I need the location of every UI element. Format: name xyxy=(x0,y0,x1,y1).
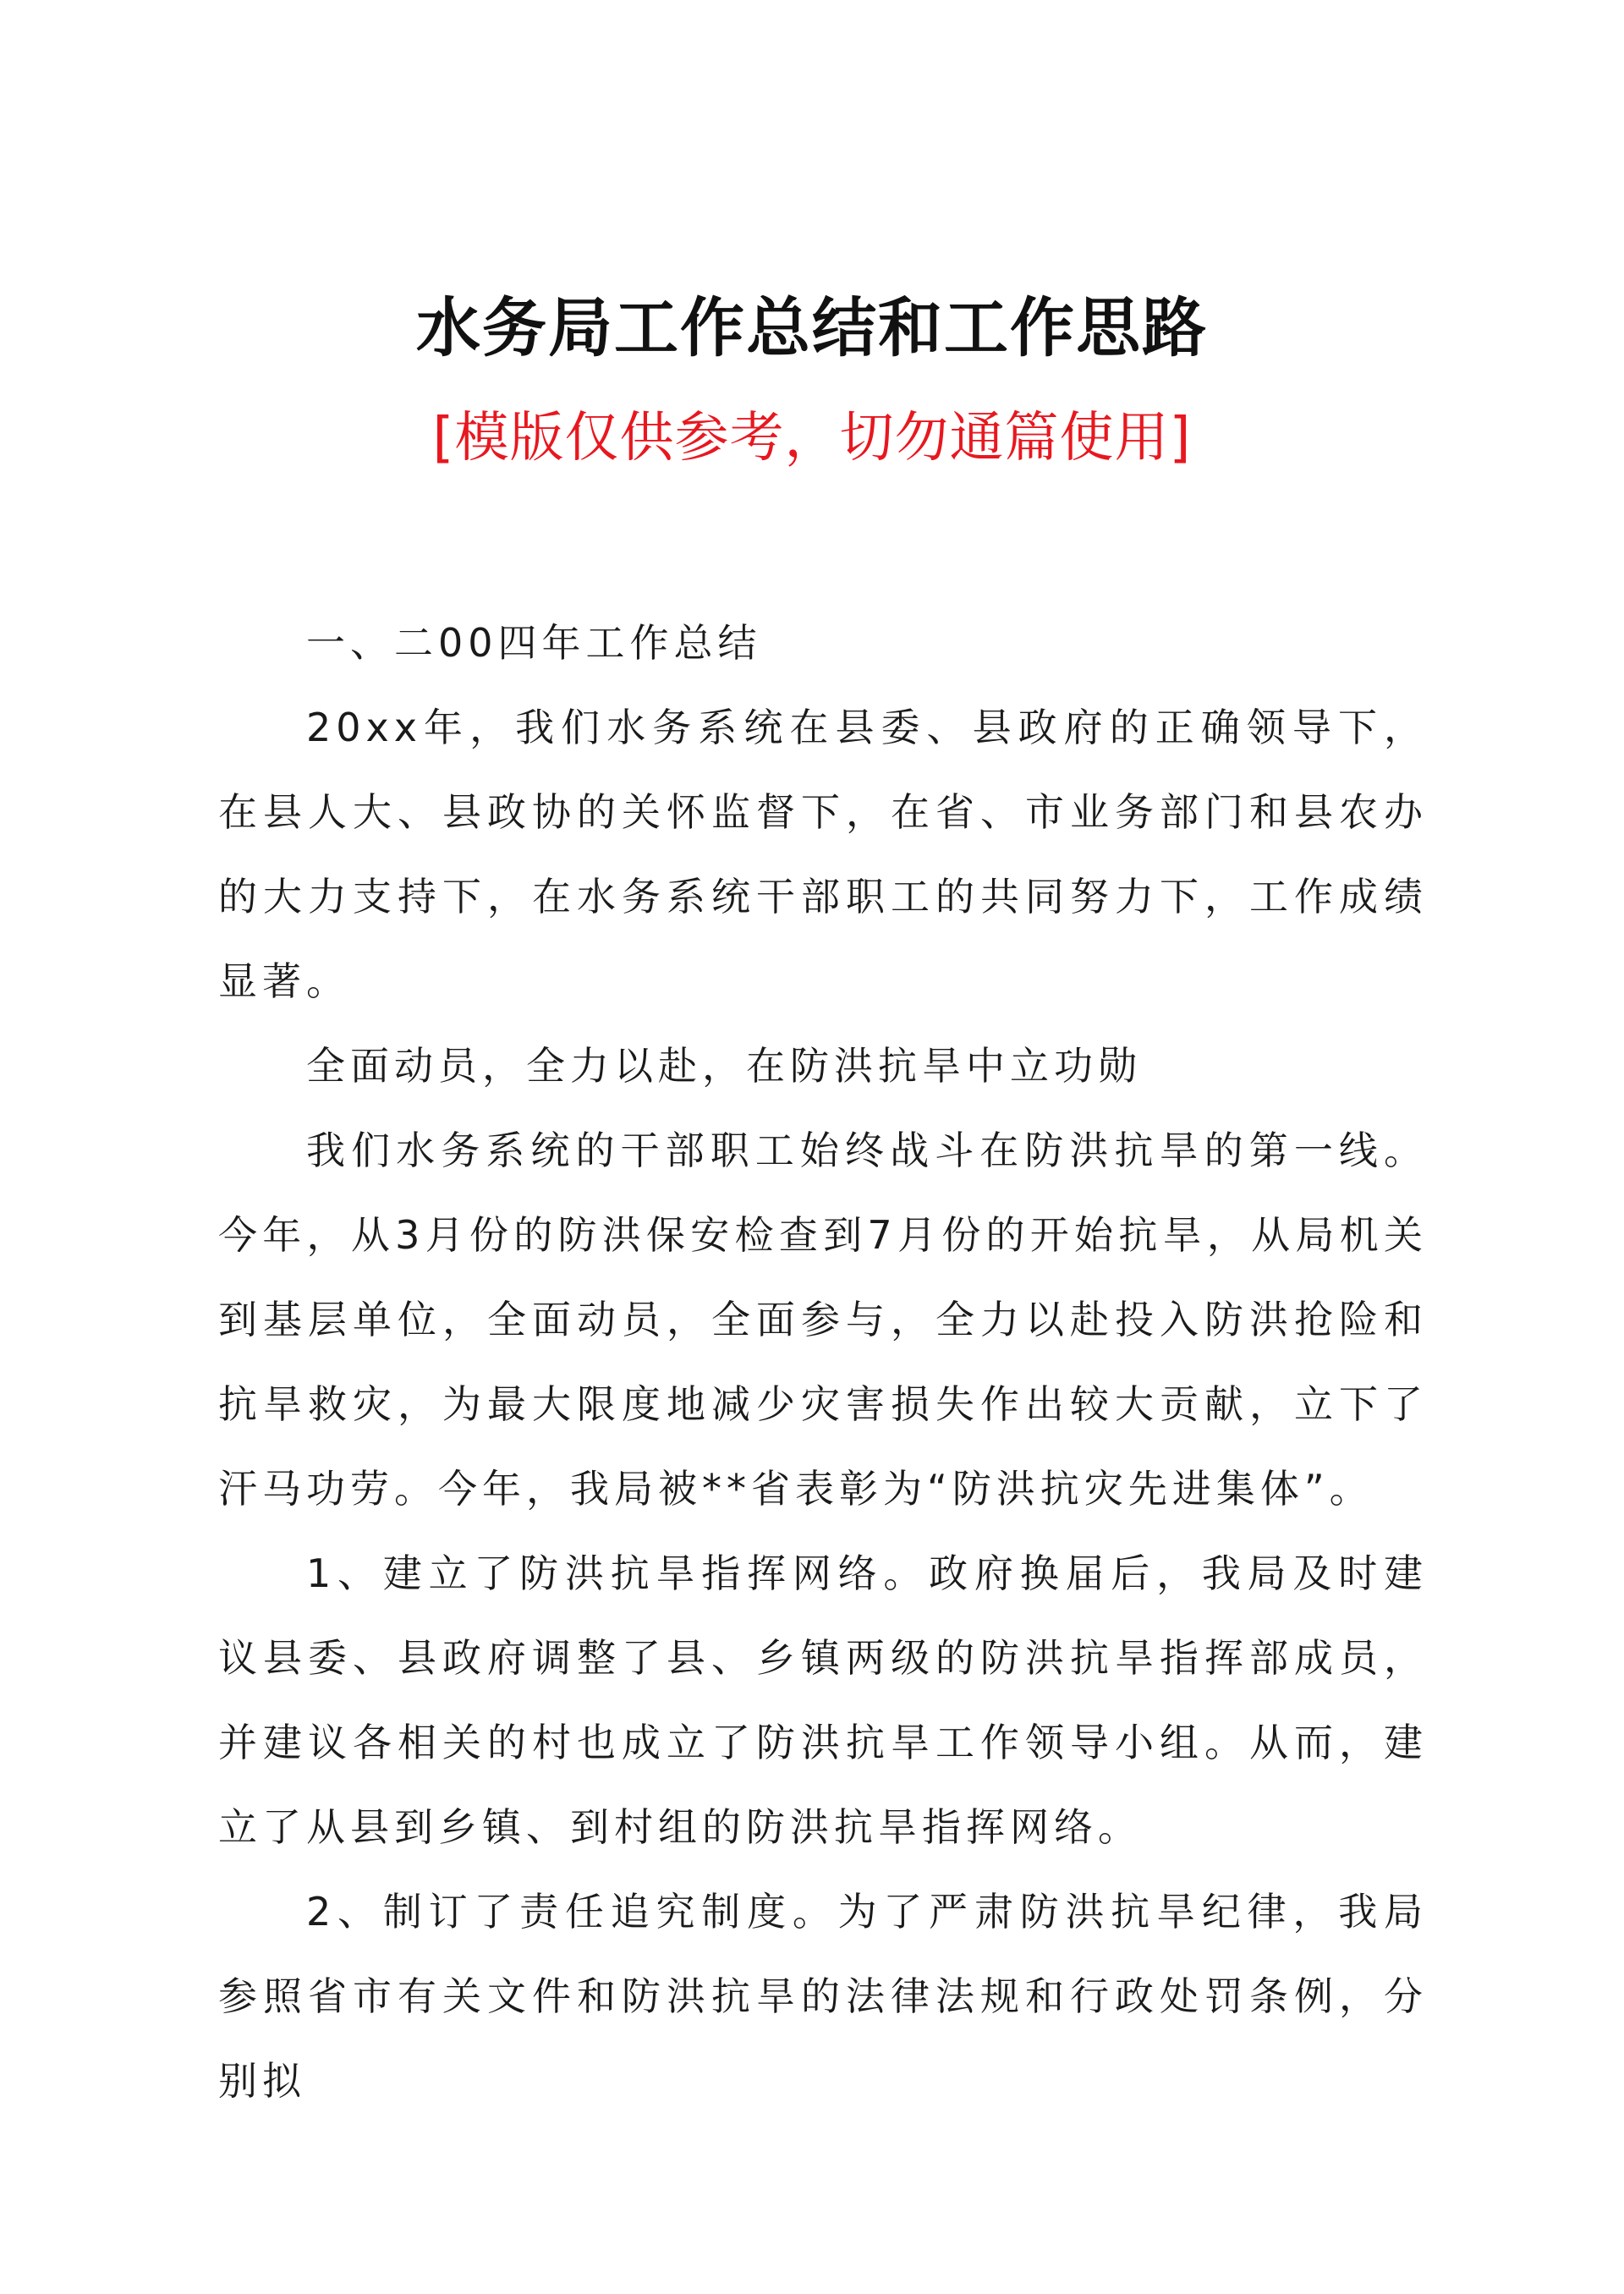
subsection-heading: 全面动员，全力以赴，在防洪抗旱中立功勋 xyxy=(306,1043,1142,1089)
paragraph: 20xx年，我们水务系统在县委、县政府的正确领导下，在县人大、县政协的关怀监督下，在省、市业务部门和县农办的大力支持下，在水务系统干部职工的共同努力下，工作成绩显著。 xyxy=(218,705,1428,1004)
document-title: 水务局工作总结和工作思路 xyxy=(416,290,1208,365)
section-heading: 一、二00四年工作总结 xyxy=(306,620,762,666)
paragraph: 我们水务系统的干部职工始终战斗在防洪抗旱的第一线。今年，从3月份的防洪保安检查到7月份的开始抗旱，从局机关到基层单位，全面动员，全面参与，全力以赴投入防洪抢险和抗旱救灾，为最大限度地减少灾害损失作出较大贡献，立下了汗马功劳。今年，我局被**省表彰为“防洪抗灾先进集体”。 xyxy=(218,1128,1428,1512)
document-body xyxy=(218,601,1428,2123)
paragraph: 2、制订了责任追究制度。为了严肃防洪抗旱纪律，我局参照省市有关文件和防洪抗旱的法律法规和行政处罚条例，分别拟 xyxy=(218,1889,1428,2104)
paragraph: 1、建立了防洪抗旱指挥网络。政府换届后，我局及时建议县委、县政府调整了县、乡镇两级的防洪抗旱指挥部成员，并建议各相关的村也成立了防洪抗旱工作领导小组。从而，建立了从县到乡镇、到村组的防洪抗旱指挥网络。 xyxy=(218,1550,1428,1850)
document-subtitle: [模版仅供参考，切勿通篇使用] xyxy=(432,407,1192,469)
